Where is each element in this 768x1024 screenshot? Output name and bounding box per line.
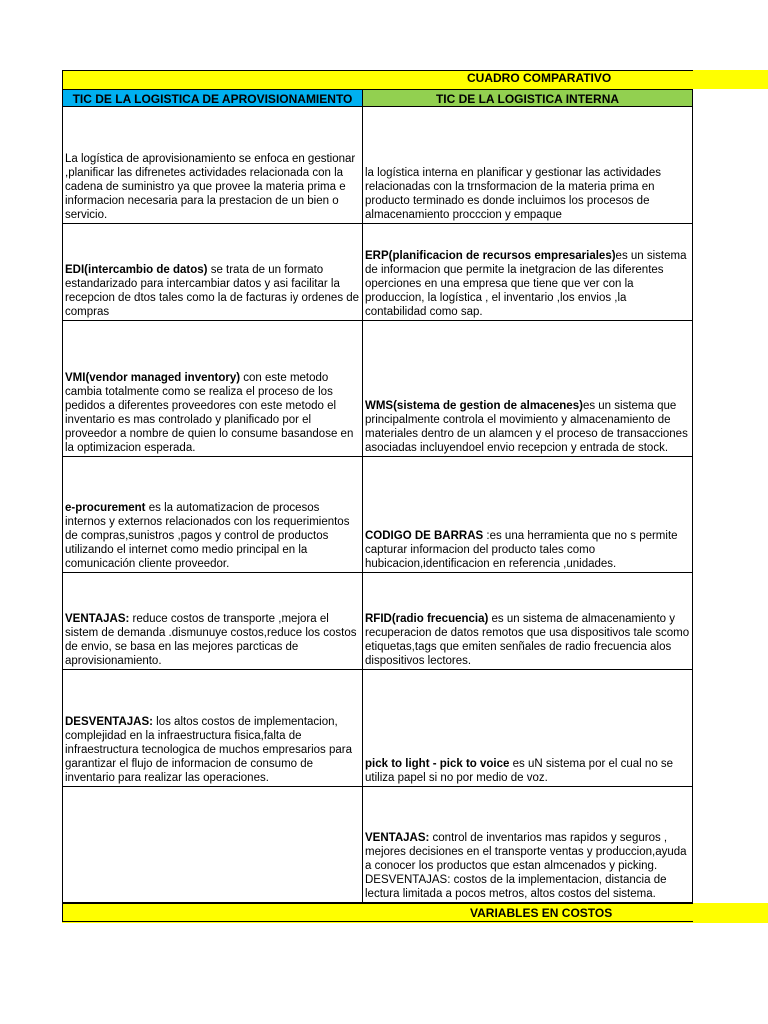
header-aprovisionamiento: TIC DE LA LOGISTICA DE APROVISIONAMIENTO: [62, 89, 363, 107]
cell-row4-left: e-procurement es la automatizacion de procesos internos y externos relacionados con los requerimientos de compras,sunistros ,pagos y control de productos utilizando el internet como medio principal en la comunicación cliente proveedor.: [62, 457, 363, 573]
cell-row2-left: EDI(intercambio de datos) se trata de un formato estandarizado para intercambiar datos y asi facilitar la recepcion de dtos tales como la de facturas iy ordenes de compras: [62, 224, 363, 321]
cell-row1-right: la logística interna en planificar y gestionar las actividades relacionadas con la trnsformacion de la materia prima en producto terminado es donde incluimos los procesos de almacenamiento procccion y empaque: [363, 107, 693, 224]
cell-row2-right: ERP(planificacion de recursos empresariales)es un sistema de informacion que permite la inetgracion de las diferentes operciones en una empresa que tiene que ver con la produccion, la logística , el inventario ,los envios ,la contabilidad como sap.: [363, 224, 693, 321]
table-title: CUADRO COMPARATIVO: [467, 71, 612, 85]
title-row: [62, 70, 768, 89]
cell-row5-right: RFID(radio frecuencia) es un sistema de almacenamiento y recuperacion de datos remotos que usa dispositivos tale scomo etiquetas,tags que emiten senñales de radio frecuencia alos dispositivos lectores.: [363, 573, 693, 670]
cell-row4-right: CODIGO DE BARRAS :es una herramienta que no s permite capturar informacion del producto tales como hubicacion,identificacion en referencia ,unidades.: [363, 457, 693, 573]
cell-row5-left: VENTAJAS: reduce costos de transporte ,mejora el sistem de demanda .dismunuye costos,reduce los costos de envio, se basa en las mejores parcticas de aprovisionamiento.: [62, 573, 363, 670]
cell-row3-left: VMI(vendor managed inventory) con este metodo cambia totalmente como se realiza el proceso de los pedidos a diferentes proveedores con este metodo el inventario es mas controlado y planificado por el proveedor a nombre de quien lo consume basandose en la optimizacion esperada.: [62, 321, 363, 457]
cell-row6-left: DESVENTAJAS: los altos costos de implementacion, complejidad en la infraestructura fisica,falta de infraestructura tecnologica de muchos empresarios para garantizar el flujo de informacion de consumo de inventario para realizar las operaciones.: [62, 670, 363, 787]
footer-title: VARIABLES EN COSTOS: [470, 906, 613, 920]
cell-row3-right: WMS(sistema de gestion de almacenes)es un sistema que principalmente controla el movimiento y almacenamiento de materiales dentro de un alamcen y el proceso de transacciones asociadas incluyendoel envio recepcion y entrada de stock.: [363, 321, 693, 457]
header-interna: TIC DE LA LOGISTICA INTERNA: [363, 89, 693, 107]
footer-row: [62, 903, 768, 923]
cell-row1-left: La logística de aprovisionamiento se enfoca en gestionar ,planificar las difrenetes actividades relacionada con la cadena de suministro ya que provee la materia prima e informacion necesaria para la prestacion de un bien o servicio.: [62, 107, 363, 224]
cell-row7-left: [62, 787, 363, 903]
cell-row7-right: VENTAJAS: control de inventarios mas rapidos y seguros , mejores decisiones en el transporte ventas y produccion,ayuda a conocer los productos que estan almcenados y picking. DESVENTAJAS: costos de la implementacion, distancia de lectura limitada a pocos metros, altos costos del sistema.: [363, 787, 693, 903]
cell-row6-right: pick to light - pick to voice es uN sistema por el cual no se utiliza papel si no por medio de voz.: [363, 670, 693, 787]
